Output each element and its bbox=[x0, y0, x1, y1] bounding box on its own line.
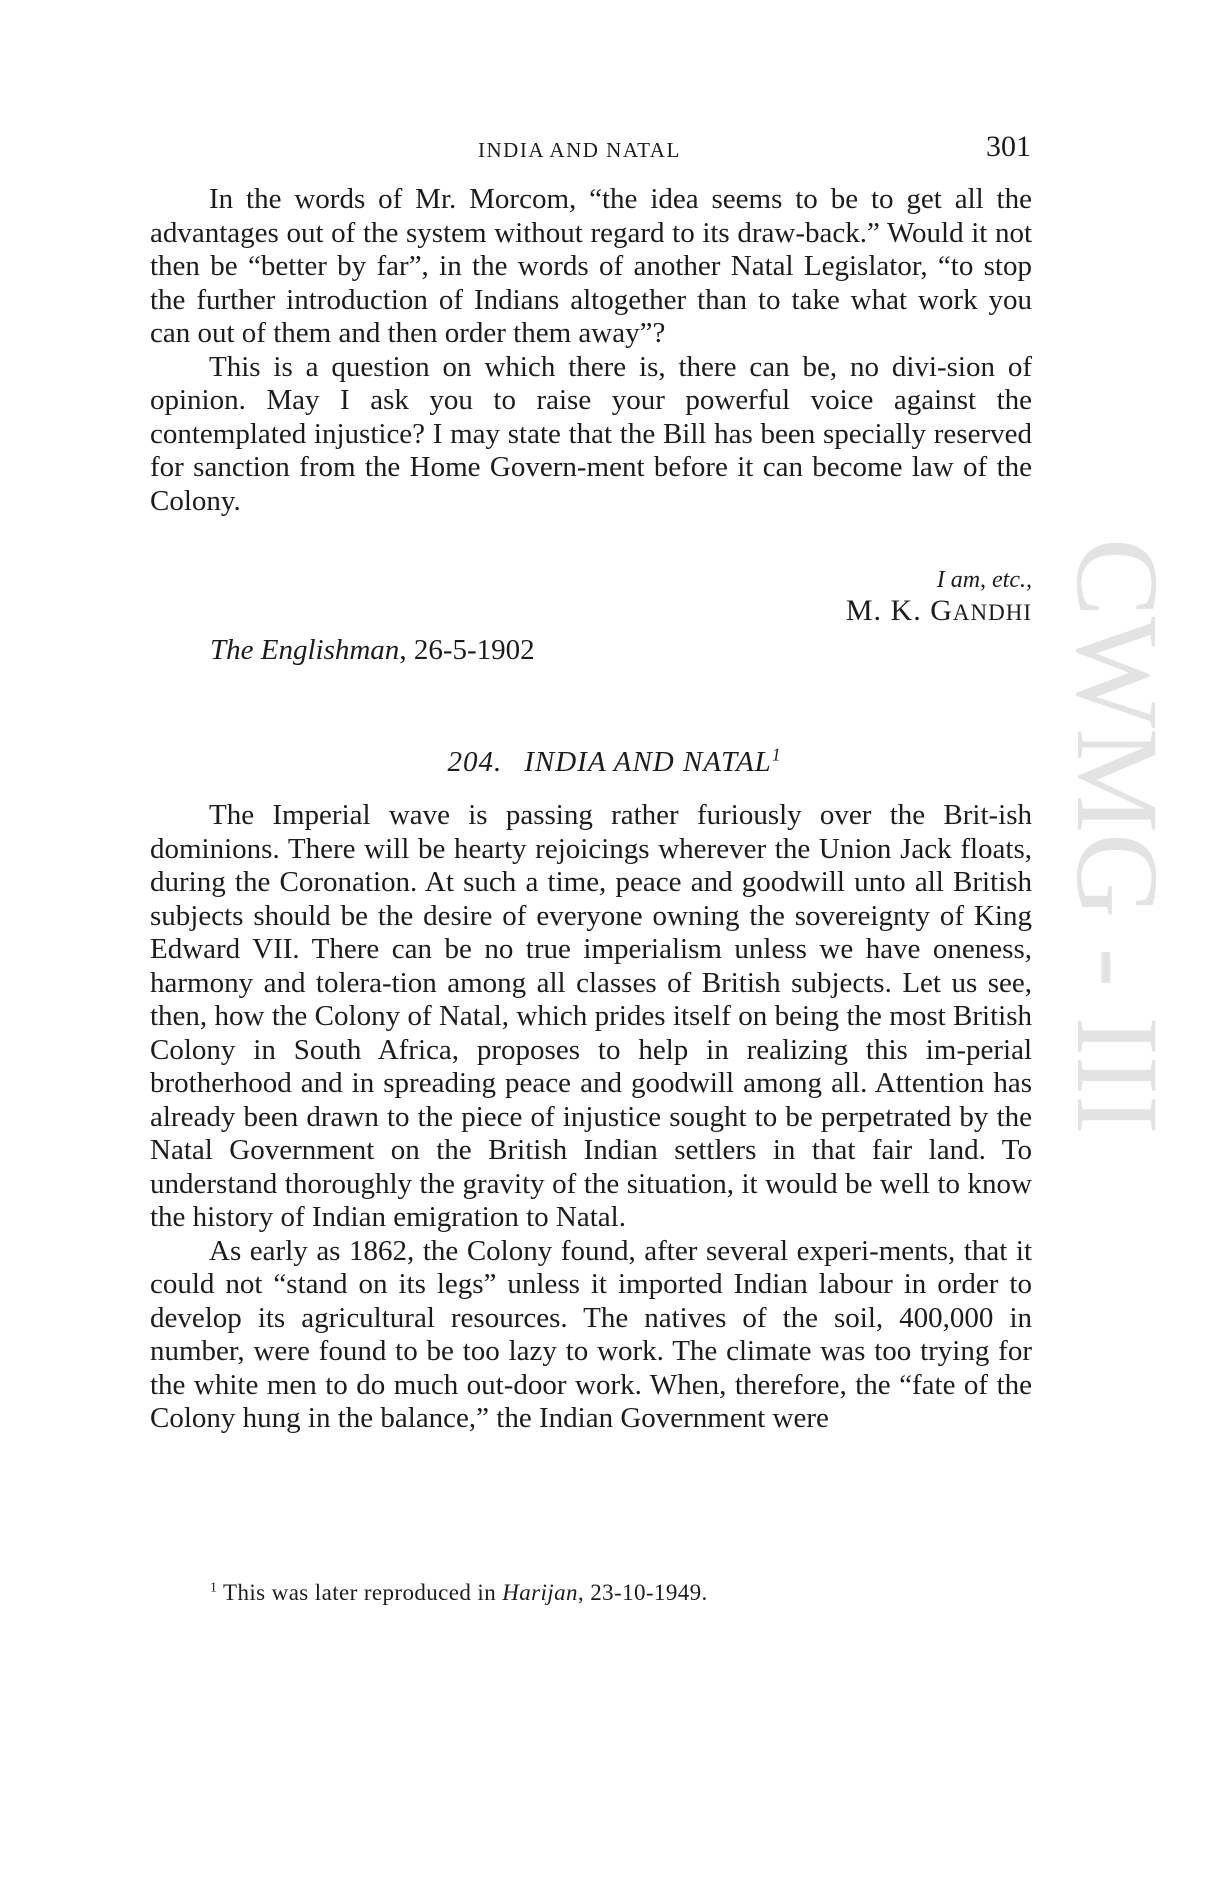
letter-paragraph: In the words of Mr. Morcom, “the idea seems to be to get all the advantages out of the system without regard to its draw-back.” Would it not then be “better by far”, in the words of another Natal Legislator, “to stop the further introduction of Indians altogether than to take what work you can out of them and then order them away”? bbox=[150, 183, 1032, 349]
article-title: INDIA AND NATAL bbox=[524, 746, 772, 778]
source-publication: The Englishman bbox=[210, 634, 400, 666]
letter-paragraph: This is a question on which there is, there can be, no divi-sion of opinion. May I ask you to raise your powerful voice against the contemplated injustice? I may state that the Bill has been specially reserved for sanction from the Home Govern-ment before it can become law of the Colony. bbox=[150, 350, 1032, 517]
footnote-reference: 1 bbox=[771, 744, 782, 765]
source-citation bbox=[210, 634, 535, 667]
letter-body bbox=[150, 183, 1032, 518]
signature-surname: ANDHI bbox=[952, 600, 1032, 625]
cwmg-watermark bbox=[1052, 538, 1183, 1338]
footnote-mark: 1 bbox=[210, 1579, 218, 1595]
signature-initials: M. K. G bbox=[845, 594, 953, 627]
footnote bbox=[210, 1580, 708, 1606]
article-paragraph: The Imperial wave is passing rather furiously over the Brit-ish dominions. There will be hearty rejoicings wherever the Union Jack floats, during the Coronation. At such a time, peace and goodwill unto all British subjects should be the desire of everyone owning the sovereignty of King Edward VII. There can be no true imperialism unless we have oneness, harmony and tolera-tion among all classes of British subjects. Let us see, then, how the Colony of Natal, which prides itself on being the most British Colony in South Africa, proposes to help in realizing this im-perial brotherhood and in spreading peace and goodwill among all. Attention has already been drawn to the piece of injustice sought to be perpetrated by the Natal Government on the British Indian settlers in that fair land. To understand thoroughly the gravity of the situation, it would be well to know the history of Indian emigration to Natal. bbox=[150, 799, 1032, 1233]
source-date: , 26-5-1902 bbox=[399, 634, 535, 666]
watermark-text: CWMG - III bbox=[1052, 538, 1183, 1135]
footnote-publication: Harijan bbox=[502, 1580, 578, 1605]
footnote-date: , 23-10-1949. bbox=[577, 1580, 708, 1605]
article-heading bbox=[0, 746, 1229, 779]
running-head bbox=[0, 130, 1229, 174]
article-paragraph: As early as 1862, the Colony found, after several experi-ments, that it could not “stand on its legs” unless it imported Indian labour in order to develop its agricultural resources. The natives of the soil, 400,000 in number, were found to be too lazy to work. The climate was too trying for the white men to do much out-door work. When, therefore, the “fate of the Colony hung in the balance,” the Indian Government were bbox=[150, 1234, 1032, 1434]
running-head-title: INDIA AND NATAL bbox=[478, 138, 681, 162]
signature bbox=[846, 594, 1032, 628]
article-body bbox=[150, 799, 1032, 1436]
page-number: 301 bbox=[986, 130, 1031, 163]
closing-salutation: I am, etc., bbox=[936, 567, 1032, 593]
article-number: 204. bbox=[447, 746, 503, 778]
footnote-text: This was later reproduced in bbox=[217, 1580, 503, 1605]
